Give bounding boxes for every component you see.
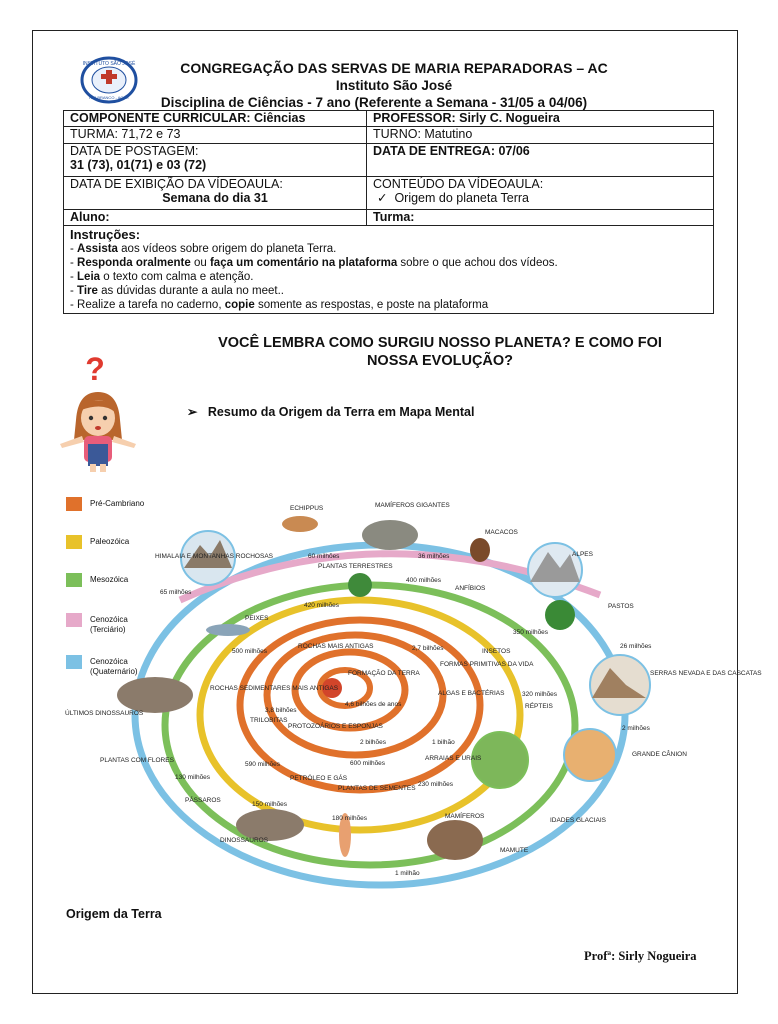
svg-text:MAMÍFEROS GIGANTES: MAMÍFEROS GIGANTES	[375, 502, 450, 509]
teacher-signature: Profª: Sirly Nogueira	[584, 949, 697, 963]
conteudo-cell	[367, 177, 714, 210]
svg-text:IDADES GLACIAIS: IDADES GLACIAIS	[550, 817, 606, 824]
svg-text:590 milhões: 590 milhões	[245, 761, 281, 768]
svg-text:ARRAIAS E URAIS: ARRAIAS E URAIS	[425, 755, 482, 762]
svg-text:PÁSSAROS: PÁSSAROS	[185, 797, 221, 804]
conteudo-label: CONTEÚDO DA VÍDEOAULA:	[373, 177, 544, 191]
dinosaur-image	[117, 677, 193, 713]
conteudo-value: Origem do planeta Terra	[394, 191, 530, 205]
instructions-title: Instruções:	[70, 227, 141, 242]
svg-text:PROTOZOÁRIOS E ESPONJAS: PROTOZOÁRIOS E ESPONJAS	[288, 723, 383, 730]
grass-image	[545, 600, 575, 630]
svg-text:2 milhões: 2 milhões	[622, 725, 650, 732]
svg-text:DINOSSAUROS: DINOSSAUROS	[220, 837, 269, 844]
svg-text:GRANDE CÂNION: GRANDE CÂNION	[632, 751, 687, 758]
svg-text:ROCHAS SEDIMENTARES MAIS ANTIG: ROCHAS SEDIMENTARES MAIS ANTIGAS	[210, 685, 339, 692]
svg-text:TRILOBITAS: TRILOBITAS	[250, 717, 288, 724]
question-line-2: NOSSA EVOLUÇÃO?	[366, 353, 514, 369]
svg-text:1 milhão: 1 milhão	[395, 870, 420, 877]
svg-text:4,6 bilhões de anos: 4,6 bilhões de anos	[345, 701, 402, 708]
svg-text:ALPES: ALPES	[572, 551, 593, 558]
svg-text:PEIXES: PEIXES	[245, 615, 269, 622]
professor-cell: PROFESSOR: Sirly C. Nogueira	[367, 111, 714, 127]
svg-text:RÉPTEIS: RÉPTEIS	[525, 703, 553, 710]
entrega-cell: DATA DE ENTREGA: 07/06	[367, 144, 714, 177]
mind-map-title: Resumo da Origem da Terra em Mapa Mental	[207, 405, 475, 419]
exibicao-cell	[64, 177, 367, 210]
mammoth-image	[427, 820, 483, 860]
conteudo-item	[373, 191, 707, 205]
svg-text:400 milhões: 400 milhões	[406, 577, 442, 584]
svg-text:PASTOS: PASTOS	[608, 603, 634, 610]
exibicao-label: DATA DE EXIBIÇÃO DA VÍDEOAULA:	[70, 177, 283, 191]
svg-text:?: ?	[85, 351, 105, 387]
svg-text:ÚLTIMOS DINOSSAUROS: ÚLTIMOS DINOSSAUROS	[65, 710, 144, 717]
svg-text:HIMALAIA E MONTANHAS ROCHOSAS: HIMALAIA E MONTANHAS ROCHOSAS	[155, 553, 273, 560]
postagem-value: 31 (73), 01(71) e 03 (72)	[70, 158, 207, 172]
svg-text:RIO BRANCO - ACRE: RIO BRANCO - ACRE	[89, 95, 129, 100]
girl-illustration	[48, 350, 148, 475]
svg-text:MACACOS: MACACOS	[485, 529, 518, 536]
header-institute: Instituto São José	[335, 78, 453, 93]
svg-text:3,8 bilhões: 3,8 bilhões	[265, 707, 297, 714]
svg-text:FORMAÇÃO DA TERRA: FORMAÇÃO DA TERRA	[348, 670, 420, 677]
svg-text:SERRAS NEVADA E DAS CASCATAS: SERRAS NEVADA E DAS CASCATAS	[650, 670, 762, 677]
svg-text:MAMUTE: MAMUTE	[500, 847, 529, 854]
svg-text:ROCHAS MAIS ANTIGAS: ROCHAS MAIS ANTIGAS	[298, 643, 374, 650]
giant-mammal-image	[362, 520, 418, 550]
info-table	[63, 110, 714, 314]
svg-text:FORMAS PRIMITIVAS DA VIDA: FORMAS PRIMITIVAS DA VIDA	[440, 661, 534, 668]
svg-text:ECHIPPUS: ECHIPPUS	[290, 505, 324, 512]
exibicao-value: Semana do dia 31	[162, 191, 268, 205]
mind-map-bullet	[187, 404, 474, 419]
diagram-caption: Origem da Terra	[66, 907, 162, 921]
header-discipline: Disciplina de Ciências - 7 ano (Referente a Semana - 31/05 a 04/06)	[160, 95, 588, 110]
echippus-image	[282, 516, 318, 532]
svg-text:230 milhões: 230 milhões	[418, 781, 454, 788]
svg-text:130 milhões: 130 milhões	[175, 774, 211, 781]
turma2-cell: Turma:	[367, 210, 714, 226]
svg-text:420 milhões: 420 milhões	[304, 602, 340, 609]
svg-text:36 milhões: 36 milhões	[418, 553, 450, 560]
earth-origin-spiral-diagram	[60, 490, 762, 890]
svg-text:26 milhões: 26 milhões	[620, 643, 652, 650]
svg-text:65 milhões: 65 milhões	[160, 589, 192, 596]
arrow-bullet-icon: ➢	[187, 405, 198, 419]
svg-text:2,7 bilhões: 2,7 bilhões	[412, 645, 444, 652]
svg-text:600 milhões: 600 milhões	[350, 760, 386, 767]
svg-text:PETRÓLEO E GÁS: PETRÓLEO E GÁS	[290, 775, 348, 782]
svg-text:ALGAS E BACTÉRIAS: ALGAS E BACTÉRIAS	[438, 690, 505, 697]
svg-text:2 bilhões: 2 bilhões	[360, 739, 387, 746]
postagem-cell	[64, 144, 367, 177]
question-line-1: VOCÊ LEMBRA COMO SURGIU NOSSO PLANETA? E COMO FOI	[218, 335, 662, 351]
svg-text:ANFÍBIOS: ANFÍBIOS	[455, 585, 486, 592]
instruction-item: - Leia o texto com calma e atenção.	[70, 271, 254, 283]
svg-text:PLANTAS COM FLORES: PLANTAS COM FLORES	[100, 757, 174, 764]
grand-canyon-image	[564, 729, 616, 781]
svg-text:PLANTAS DE SEMENTES: PLANTAS DE SEMENTES	[338, 785, 416, 792]
svg-text:MAMÍFEROS: MAMÍFEROS	[445, 813, 485, 820]
shark-image	[206, 624, 250, 636]
check-icon: ✓	[377, 191, 388, 205]
svg-text:60 milhões: 60 milhões	[308, 553, 340, 560]
svg-text:INSETOS: INSETOS	[482, 648, 511, 655]
header-congregation: CONGREGAÇÃO DAS SERVAS DE MARIA REPARADORAS – AC	[180, 60, 608, 76]
aluno-cell: Aluno:	[64, 210, 367, 226]
main-question	[170, 334, 710, 370]
svg-text:INSTITUTO SÃO JOSÉ: INSTITUTO SÃO JOSÉ	[82, 61, 136, 67]
monkey-image	[470, 538, 490, 562]
svg-text:150 milhões: 150 milhões	[252, 801, 288, 808]
svg-text:PLANTAS TERRESTRES: PLANTAS TERRESTRES	[318, 563, 393, 570]
land-plants-image	[348, 573, 372, 597]
instruction-item: - Responda oralmente ou faça um comentário na plataforma sobre o que achou dos vídeos.	[70, 257, 558, 269]
postagem-label: DATA DE POSTAGEM:	[70, 144, 199, 158]
svg-text:500 milhões: 500 milhões	[232, 648, 268, 655]
svg-text:1 bilhão: 1 bilhão	[432, 739, 455, 746]
instructions-cell	[64, 226, 714, 314]
svg-text:180 milhões: 180 milhões	[332, 815, 368, 822]
turma-cell: TURMA: 71,72 e 73	[64, 127, 367, 144]
svg-text:350 milhões: 350 milhões	[513, 629, 549, 636]
svg-text:320 milhões: 320 milhões	[522, 691, 558, 698]
instruction-item: - Assista aos vídeos sobre origem do planeta Terra.	[70, 243, 337, 255]
instruction-item: - Realize a tarefa no caderno, copie somente as respostas, e poste na plataforma	[70, 299, 489, 311]
turno-cell: TURNO: Matutino	[367, 127, 714, 144]
componente-cell: COMPONENTE CURRICULAR: Ciências	[64, 111, 367, 127]
instruction-item: - Tire as dúvidas durante a aula no meet..	[70, 285, 284, 297]
